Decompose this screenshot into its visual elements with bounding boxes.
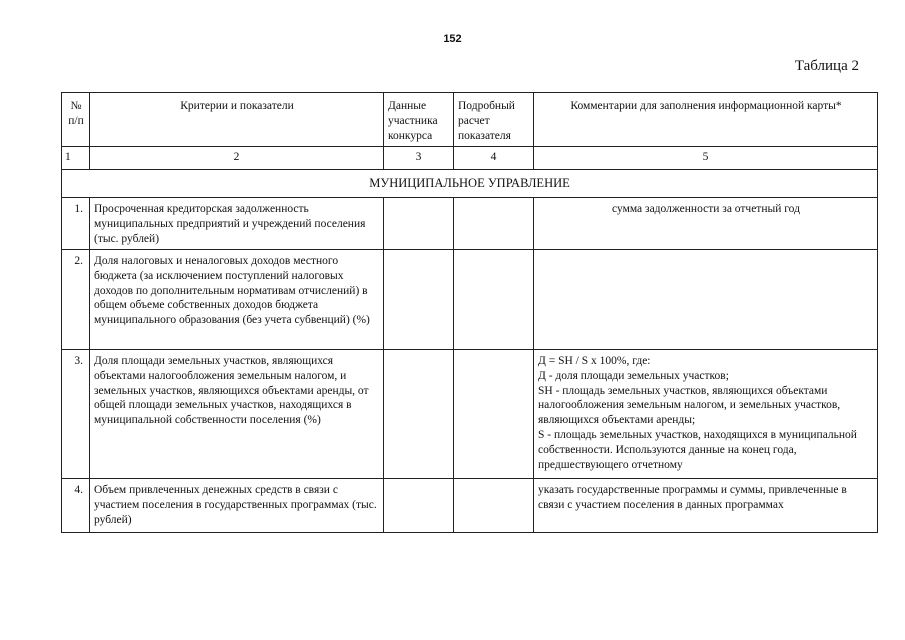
column-number-cell <box>534 146 878 169</box>
table-row <box>62 478 878 532</box>
header-calculation <box>454 93 534 147</box>
criterion-text: Доля налоговых и неналоговых доходов местного бюджета (за исключением поступлений налоговых доходов по дополнительным нормативам отчислений) в общем объеме собственных доходов бюджета муниципального образования (без учета субвенций) (%) <box>94 254 370 327</box>
column-number-cell <box>454 146 534 169</box>
row-number-cell <box>62 249 90 349</box>
column-number-5: 5 <box>702 151 709 164</box>
comment-text <box>534 250 877 256</box>
participant-data-cell <box>384 478 454 532</box>
column-number-cell <box>90 146 384 169</box>
table-row <box>62 197 878 249</box>
header-participant-data-label: Данные участника конкурса <box>388 100 438 142</box>
table-header-row <box>62 93 878 147</box>
calculation-cell <box>454 249 534 349</box>
row-number-cell <box>62 349 90 478</box>
comment-text <box>534 350 877 476</box>
criterion-cell <box>90 349 384 478</box>
header-criteria-label: Критерии и показатели <box>180 100 294 112</box>
comment-cell <box>534 349 878 478</box>
row-number: 4. <box>74 483 83 496</box>
calculation-value <box>454 350 533 356</box>
table-row <box>62 249 878 349</box>
header-calculation-label: Подробный расчет показателя <box>458 100 515 142</box>
comment-text: указать государственные программы и суммы, привлеченные в связи с участием поселения в данных программах <box>538 483 847 511</box>
criterion-cell <box>90 197 384 249</box>
participant-data-cell <box>384 249 454 349</box>
column-number-3: 3 <box>415 151 422 164</box>
formula-definition-s: S - площадь земельных участков, находящихся в муниципальной собственности. Используются данные на конец года, предшествующего отчетному <box>538 429 857 472</box>
comment-cell <box>534 249 878 349</box>
criterion-text: Доля площади земельных участков, являющихся объектами налогообложения земельным налогом, и земельных участков, являющихся объектами аренды, от общей площади земельных участков, находящихся в муниципальной собственности поселения (%) <box>94 354 369 427</box>
column-number-1: 1 <box>65 151 71 164</box>
header-number <box>62 93 90 147</box>
row-number: 2. <box>74 254 83 267</box>
table-row <box>62 349 878 478</box>
criterion-cell <box>90 478 384 532</box>
header-participant-data <box>384 93 454 147</box>
formula-line: Д = SH / S x 100%, где: <box>538 354 651 367</box>
row-number-cell <box>62 478 90 532</box>
calculation-cell <box>454 478 534 532</box>
calculation-cell <box>454 197 534 249</box>
section-title: МУНИЦИПАЛЬНОЕ УПРАВЛЕНИЕ <box>62 169 878 197</box>
column-number-cell <box>384 146 454 169</box>
formula-definition-sh: SH - площадь земельных участков, являющихся объектами налогообложения земельным налогом, и земельных участков, являющихся объектами аренды; <box>538 384 841 427</box>
column-number-4: 4 <box>490 151 497 164</box>
row-number: 1. <box>74 202 83 215</box>
criterion-text: Просроченная кредиторская задолженность муниципальных предприятий и учреждений поселения (тыс. рублей) <box>94 202 366 245</box>
page-number: 152 <box>443 33 462 45</box>
criteria-table <box>61 92 878 533</box>
calculation-value <box>454 250 533 256</box>
column-number-cell <box>62 146 90 169</box>
header-criteria <box>90 93 384 147</box>
participant-data-value <box>384 350 453 356</box>
criterion-text: Объем привлеченных денежных средств в связи с участием поселения в государственных программах (тыс. рублей) <box>94 483 377 526</box>
participant-data-value <box>384 250 453 256</box>
participant-data-cell <box>384 197 454 249</box>
formula-definition-d: Д - доля площади земельных участков; <box>538 369 729 382</box>
comment-text: сумма задолженности за отчетный год <box>612 202 800 215</box>
calculation-value <box>454 198 533 204</box>
comment-cell <box>534 197 878 249</box>
criterion-cell <box>90 249 384 349</box>
comment-cell <box>534 478 878 532</box>
participant-data-value <box>384 479 453 485</box>
calculation-value <box>454 479 533 485</box>
table-caption: Таблица 2 <box>794 58 859 74</box>
header-comments <box>534 93 878 147</box>
participant-data-value <box>384 198 453 204</box>
calculation-cell <box>454 349 534 478</box>
row-number: 3. <box>74 354 83 367</box>
section-row <box>62 169 878 197</box>
column-number-2: 2 <box>233 151 240 164</box>
column-number-row <box>62 146 878 169</box>
header-comments-label: Комментарии для заполнения информационной карты* <box>570 100 842 112</box>
header-number-label: № п/п <box>68 100 84 127</box>
row-number-cell <box>62 197 90 249</box>
participant-data-cell <box>384 349 454 478</box>
